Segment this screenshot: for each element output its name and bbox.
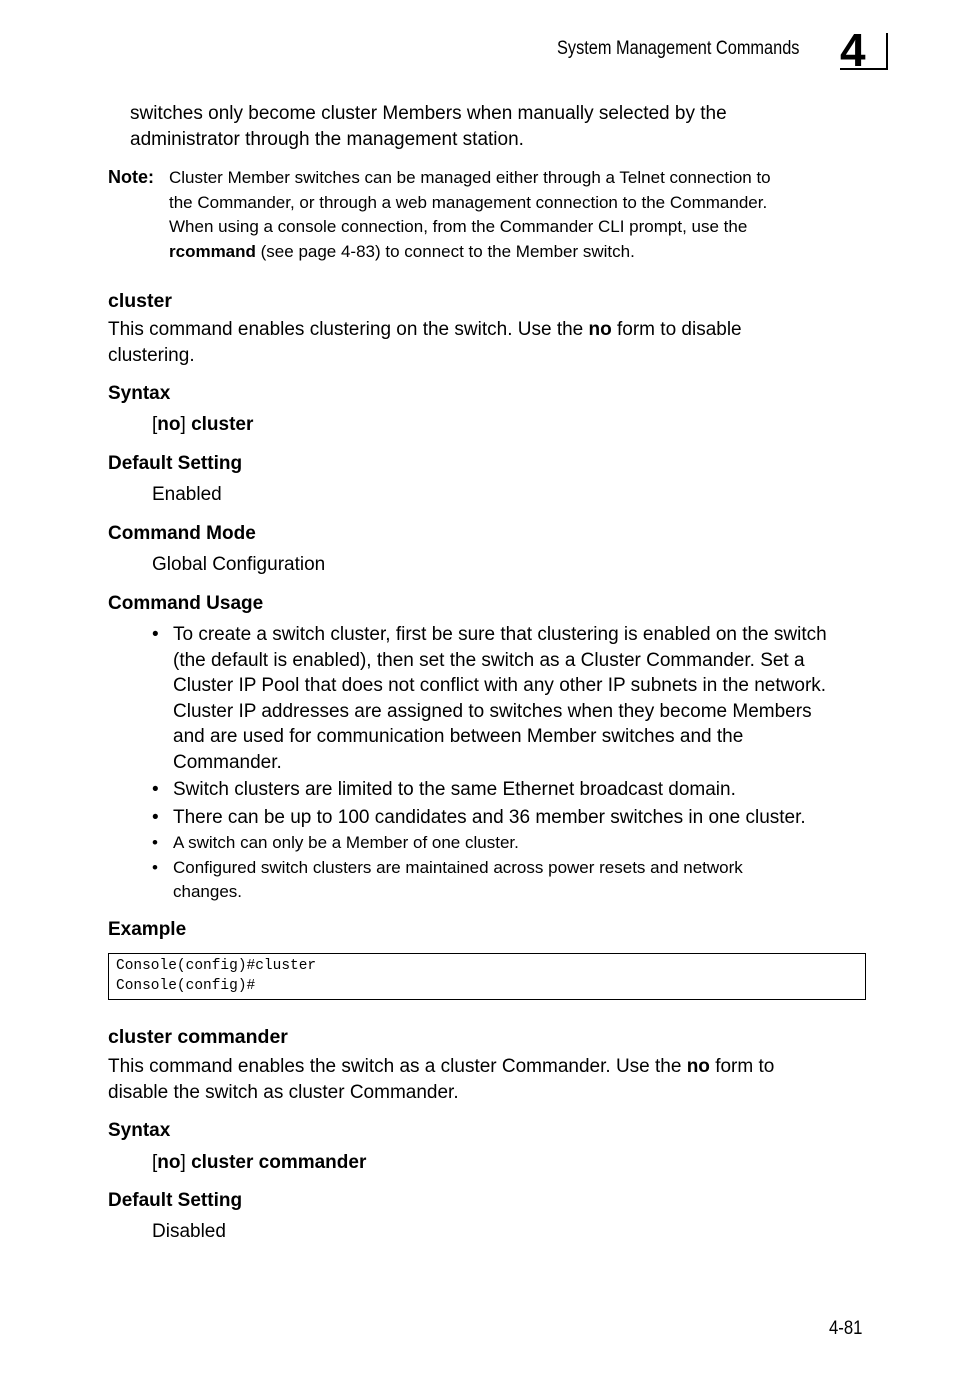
default-setting-heading: Default Setting — [108, 1190, 243, 1211]
intro-paragraph — [130, 101, 727, 152]
code-line: Console(config)# — [116, 977, 256, 994]
bullet-icon: • — [152, 779, 159, 800]
list-item: • There can be up to 100 candidates and 36 member switches in one cluster. — [152, 805, 827, 831]
code-example — [108, 953, 866, 1000]
default-setting-heading: Default Setting — [108, 453, 243, 474]
list-item: • Switch clusters are limited to the same Ethernet broadcast domain. — [152, 777, 827, 803]
syntax-line: [no] cluster commander — [152, 1152, 367, 1173]
syntax-heading: Syntax — [108, 383, 171, 404]
command-usage-list — [152, 622, 827, 905]
bullet-icon: • — [152, 806, 159, 828]
section-title-cluster: cluster — [108, 290, 172, 312]
chapter-number: 4 — [840, 24, 866, 76]
command-mode-value: Global Configuration — [152, 554, 326, 575]
bullet-icon: • — [152, 857, 158, 877]
cluster-commander-description: This command enables the switch as a cluster Commander. Use the no form to disable the switch as cluster Commander. — [108, 1056, 775, 1103]
section-title-cluster-commander: cluster commander — [108, 1026, 288, 1048]
note-body — [169, 166, 771, 264]
list-item: • A switch can only be a Member of one cluster. — [152, 831, 827, 856]
page-number: 4-81 — [829, 1318, 863, 1339]
bullet-icon: • — [152, 624, 159, 645]
example-heading: Example — [108, 919, 187, 940]
note-command: rcommand — [169, 241, 256, 261]
running-header-title: System Management Commands — [557, 38, 800, 59]
syntax-line: [no] cluster — [152, 414, 254, 435]
list-item: • Configured switch clusters are maintained across power resets and network changes. — [152, 857, 743, 901]
note-line: When using a console connection, from the Commander CLI prompt, use the — [169, 217, 748, 236]
command-usage-heading: Command Usage — [108, 593, 264, 614]
note-line: Cluster Member switches can be managed either through a Telnet connection to — [169, 168, 771, 187]
list-item: • To create a switch cluster, first be sure that clustering is enabled on the switch (the default is enabled), then set the switch as a Cluster Commander. Set a Cluster IP Pool that does not conflict with any other IP subnets in the network. Cluster IP addresses are assigned to switches when they become Members and are used for communication between Member switches and the Commander. — [152, 624, 827, 773]
bullet-icon: • — [152, 833, 158, 852]
code-line: Console(config)#cluster — [116, 958, 317, 974]
syntax-heading: Syntax — [108, 1120, 171, 1141]
note-line: rcommand (see page 4-83) to connect to the Member switch. — [169, 241, 635, 261]
default-setting-value: Disabled — [152, 1221, 226, 1242]
note-label: Note: — [108, 167, 154, 187]
chapter-rule — [840, 68, 888, 70]
command-mode-heading: Command Mode — [108, 523, 256, 544]
intro-line: administrator through the management station. — [130, 128, 524, 150]
cluster-description: This command enables clustering on the switch. Use the no form to disable clustering. — [108, 319, 742, 366]
intro-line: switches only become cluster Members when manually selected by the — [130, 103, 727, 124]
default-setting-value: Enabled — [152, 484, 222, 505]
chapter-tab — [840, 24, 888, 76]
note-line: the Commander, or through a web management connection to the Commander. — [169, 192, 768, 212]
